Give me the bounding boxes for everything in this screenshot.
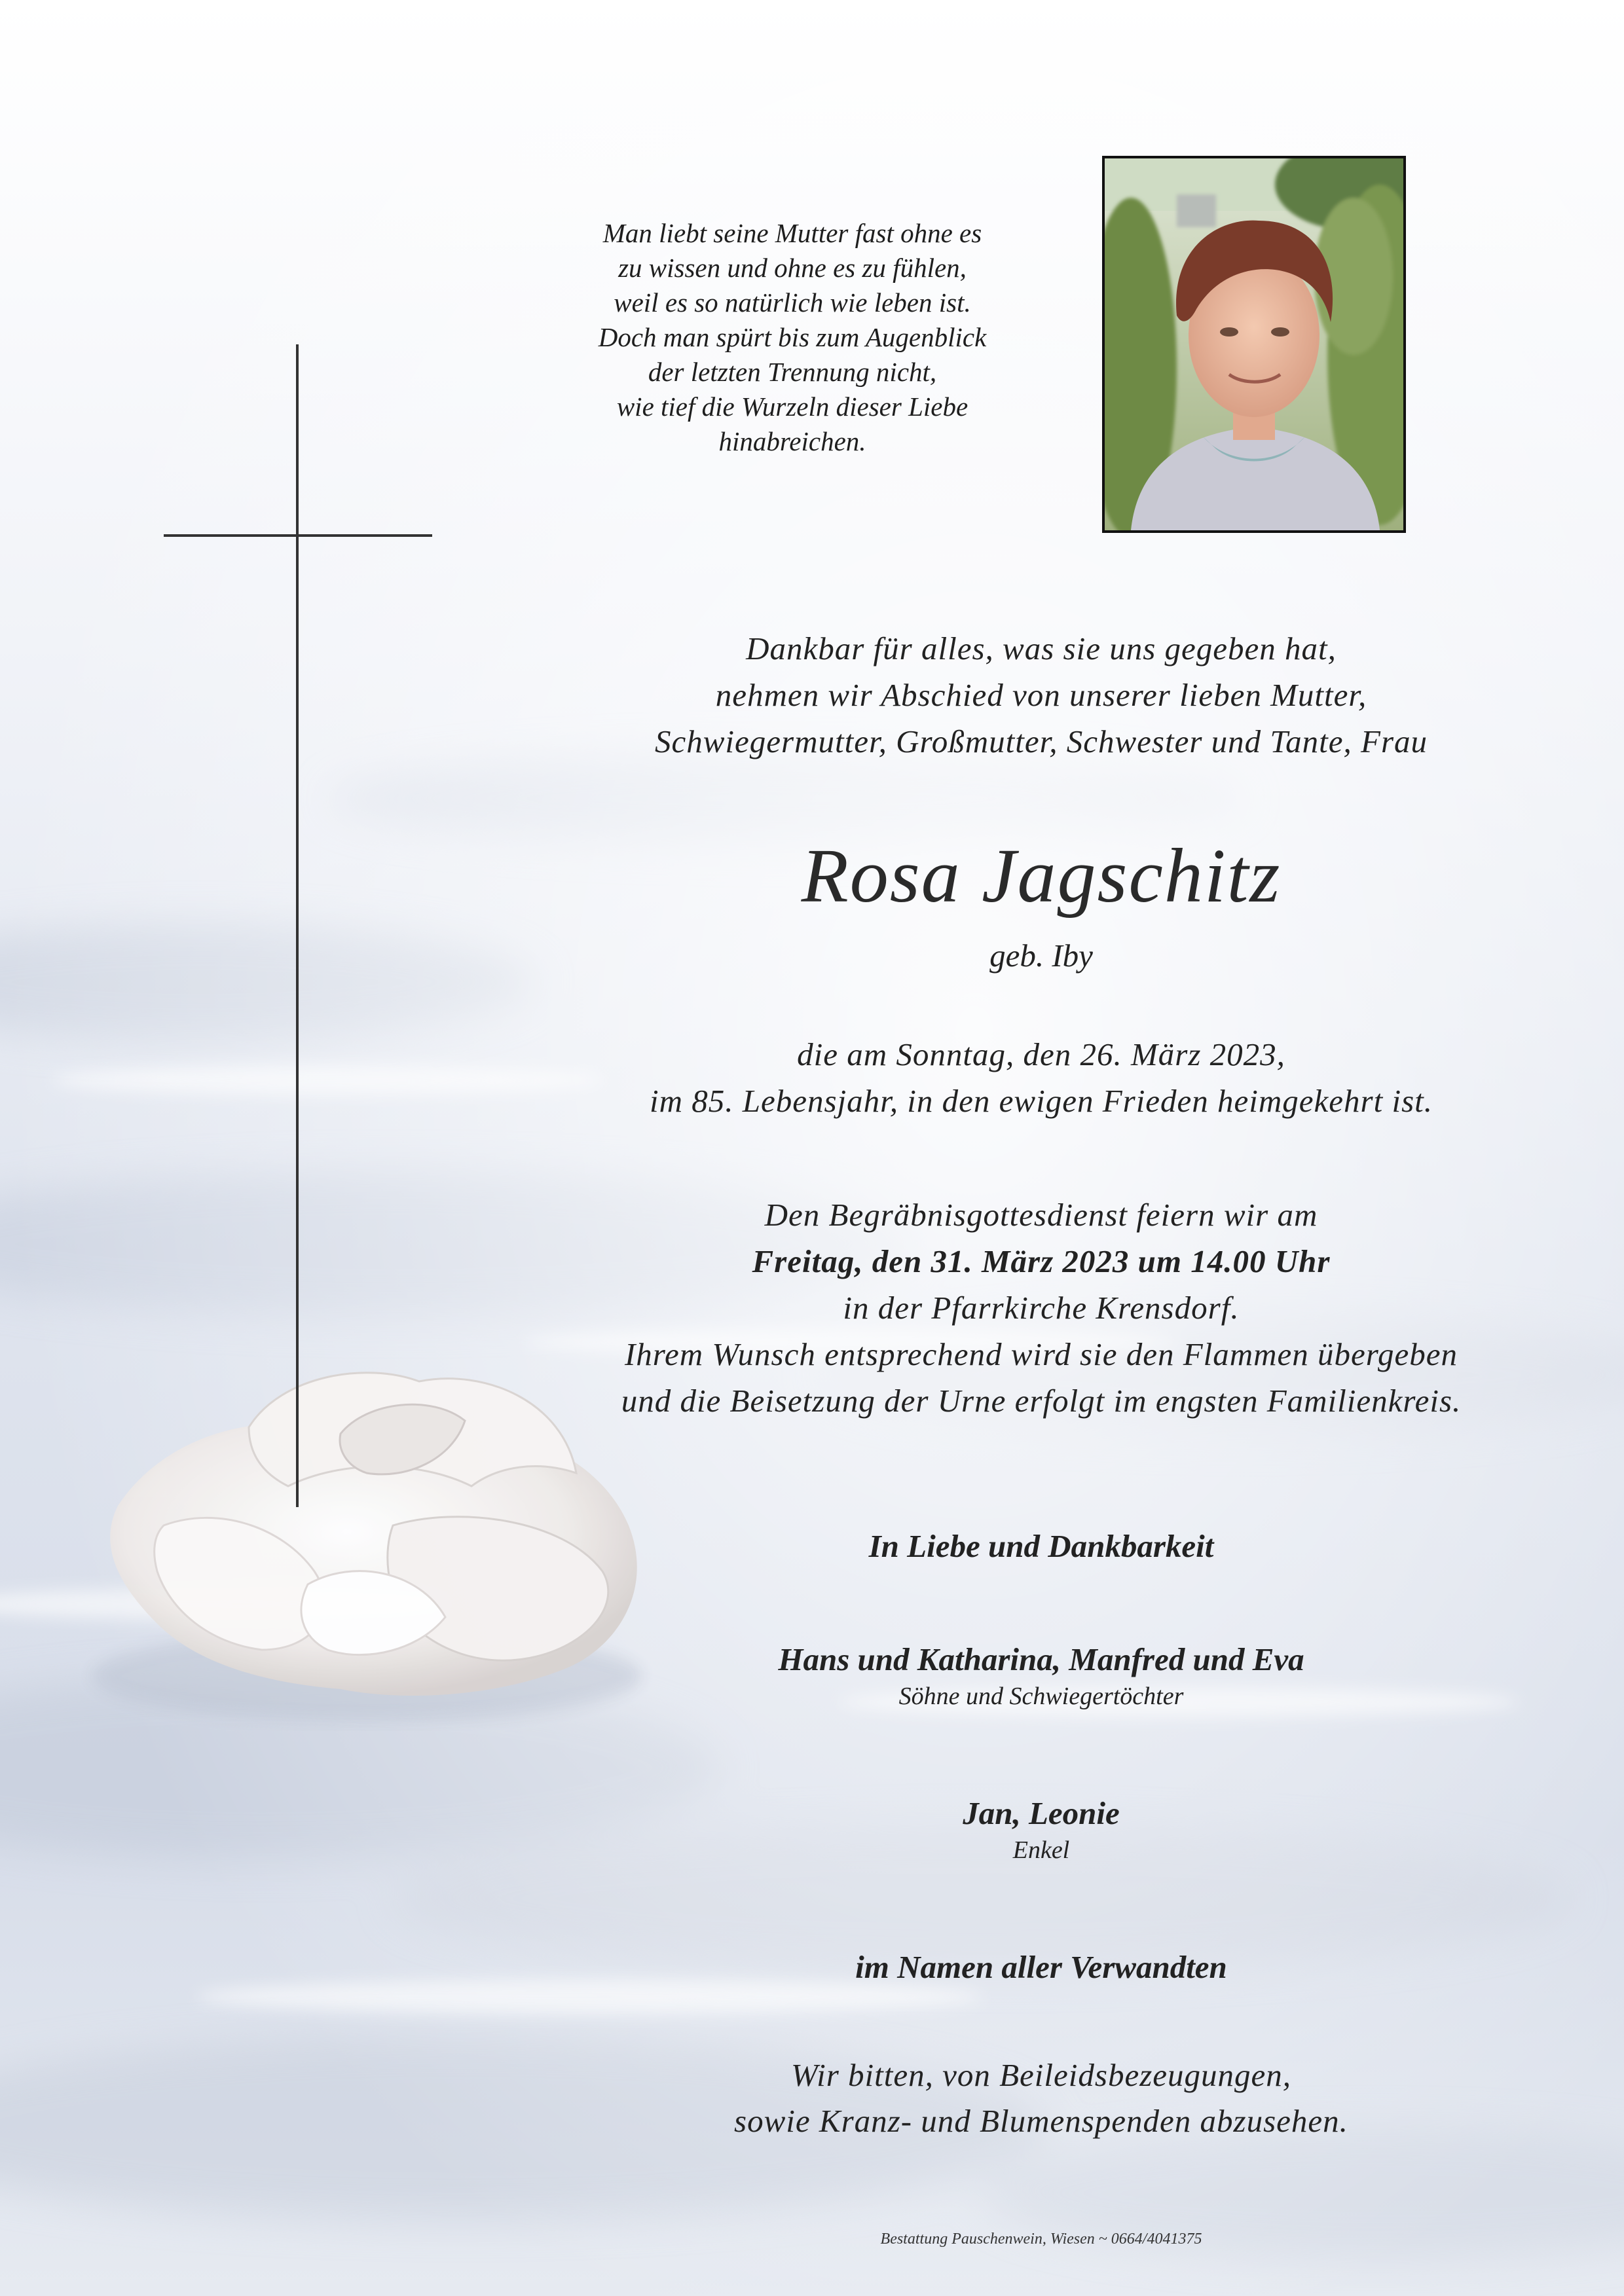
family-names: Hans und Katharina, Manfred und Eva (778, 1641, 1304, 1677)
poem-line: hinabreichen. (718, 426, 866, 456)
cross-horizontal-bar (164, 534, 432, 537)
family-relation: Söhne und Schwiegertöchter (898, 1683, 1184, 1710)
funeral-line: Ihrem Wunsch entsprechend wird sie den Flammen übergeben (624, 1336, 1458, 1372)
funeral-line: Den Begräbnisgottesdienst feiern wir am (764, 1197, 1318, 1233)
funeral-text (511, 1192, 1572, 1424)
family-group (511, 1640, 1572, 1713)
funeral-home-footer: Bestattung Pauschenwein, Wiesen ~ 0664/4041375 (880, 2231, 1202, 2248)
intro-text (511, 625, 1572, 765)
poem (498, 216, 1087, 459)
poem-line: zu wissen und ohne es zu fühlen, (618, 253, 967, 283)
death-line: die am Sonntag, den 26. März 2023, (797, 1036, 1285, 1072)
poem-line: Man liebt seine Mutter fast ohne es (602, 218, 982, 248)
intro-line: Dankbar für alles, was sie uns gegeben hat, (746, 630, 1337, 666)
closing-text: In Liebe und Dankbarkeit (868, 1528, 1214, 1564)
poem-line: weil es so natürlich wie leben ist. (614, 287, 971, 318)
death-line: im 85. Lebensjahr, in den ewigen Frieden heimgekehrt ist. (649, 1083, 1433, 1119)
poem-line: Doch man spürt bis zum Augenblick (598, 322, 987, 352)
intro-line: Schwiegermutter, Großmutter, Schwester und Tante, Frau (654, 723, 1428, 759)
family-relation: Enkel (1012, 1836, 1070, 1864)
request-line: Wir bitten, von Beileidsbezeugungen, (790, 2057, 1292, 2093)
poem-line: wie tief die Wurzeln dieser Liebe (616, 392, 969, 422)
maiden-name: geb. Iby (989, 938, 1093, 974)
funeral-date-time: Freitag, den 31. März 2023 um 14.00 Uhr (752, 1243, 1331, 1279)
family-names: Jan, Leonie (963, 1795, 1120, 1831)
deceased-name: Rosa Jagschitz (801, 833, 1282, 919)
request-line: sowie Kranz- und Blumenspenden abzusehen. (734, 2103, 1348, 2139)
family-group (511, 1794, 1572, 1867)
portrait-illustration (1105, 158, 1403, 530)
intro-line: nehmen wir Abschied von unserer lieben Mutter, (715, 677, 1367, 713)
funeral-line: und die Beisetzung der Urne erfolgt im engsten Familienkreis. (621, 1383, 1462, 1419)
poem-line: der letzten Trennung nicht, (648, 357, 937, 387)
request-text (511, 2052, 1572, 2144)
relatives-text: im Namen aller Verwandten (855, 1949, 1227, 1985)
portrait-photo (1102, 156, 1406, 533)
cross-vertical-bar (296, 344, 299, 1507)
funeral-line: in der Pfarrkirche Krensdorf. (843, 1290, 1240, 1326)
death-text (511, 1031, 1572, 1124)
